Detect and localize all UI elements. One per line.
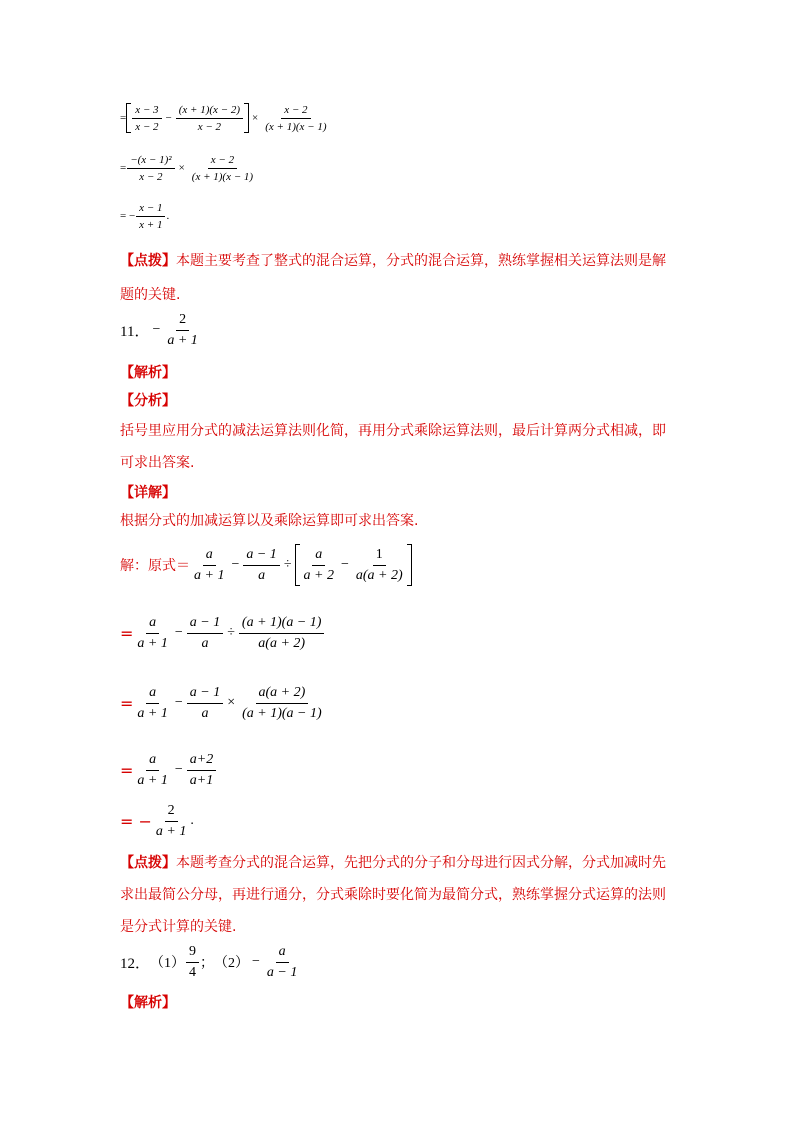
solution-step-2: = $\frac{a}{a + 1}$ − $\frac{a - 1}{a}$ ÷ $\frac{(a + 1)(a - 1)}{a(a + 2)}$ xyxy=(120,608,325,658)
equals-sign: = xyxy=(120,112,127,124)
math-step-c: = − $\frac{x - 1}{x + 1}$ . xyxy=(120,201,170,231)
fraction: $\frac{a}{a - 1}$ xyxy=(266,943,298,980)
fraction: $\frac{\text{−(x − 1)²}}{x - 2}$ xyxy=(127,154,174,183)
fraction: $\frac{a - 1}{a}$ xyxy=(187,615,223,652)
fenxi-line-1: 括号里应用分式的减法运算法则化简，再用分式乘除运算法则，最后计算两分式相减，即 xyxy=(120,423,666,439)
fraction: $\frac{x - 2}{(x + 1)(x - 1)}$ xyxy=(265,103,327,133)
dianbo-tag: 【点拨】 xyxy=(120,855,176,871)
equals-sign: = xyxy=(120,162,127,174)
fenxi-tag: 【分析】 xyxy=(120,393,176,409)
question-number: 12． xyxy=(120,955,151,972)
fenxi-line-2: 可求出答案. xyxy=(120,455,195,471)
fraction: $\frac{(a + 1)(a - 1)}{a(a + 2)}$ xyxy=(239,615,325,652)
dianbo-2-line-2: 求出最简公分母，再进行通分，分式乘除时要化简为最简分式，熟练掌握分式运算的法则 xyxy=(120,887,666,903)
fraction: $\frac{a - 1}{a}$ xyxy=(187,685,223,722)
solution-step-1: 解：原式＝ $\frac{a}{a + 1}$ − $\frac{a - 1}{a}$ ÷ $\frac{a}{a + 2}$ − $\frac{1}{a(a + 2)}$ xyxy=(120,540,412,590)
fraction: $\frac{a(a + 2)}{(a + 1)(a - 1)}$ xyxy=(242,684,322,721)
fraction: $\frac{x - 2}{(x + 1)(x - 1)}$ xyxy=(191,153,254,183)
dianbo-line-1: 【点拨】本题主要考查了整式的混合运算，分式的混合运算，熟练掌握相关运算法则是解 xyxy=(120,253,666,269)
fraction: $\frac{a}{a + 2}$ xyxy=(303,546,334,583)
xiangjie-text: 根据分式的加减运算以及乘除运算即可求出答案. xyxy=(120,513,419,529)
fraction: $\frac{a - 1}{a}$ xyxy=(243,547,279,584)
dianbo-2-line-1: 【点拨】本题考查分式的混合运算，先把分式的分子和分母进行因式分解，分式加减时先 xyxy=(120,855,666,871)
left-bracket xyxy=(126,103,131,133)
solution-prefix: 解：原式＝ xyxy=(120,558,190,574)
solution-step-5: = − $\frac{2}{a + 1}$ . xyxy=(120,802,194,839)
fraction: $\frac{1}{a(a + 2)}$ xyxy=(355,546,403,583)
fraction: $\frac{x - 1}{x + 1}$ xyxy=(136,202,165,231)
fraction: $\frac{a}{a + 1}$ xyxy=(194,546,225,583)
jiexi-tag-12: 【解析】 xyxy=(120,995,176,1011)
math-step-a: = $\frac{x - 3}{x - 2}$ − $\frac{(x + 1)(x - 2)}{x - 2}$ × $\frac{x - 2}{(x + 1)(x - 1)}$ xyxy=(120,100,331,136)
fraction: $\frac{9}{4}$ xyxy=(186,944,199,981)
fraction: $\frac{a+2}{a+1}$ xyxy=(187,752,216,789)
jiexi-tag-11: 【解析】 xyxy=(120,365,176,381)
dianbo-tag: 【点拨】 xyxy=(120,253,176,269)
answer-11: 11． − $\frac{2}{a + 1}$ xyxy=(120,310,202,350)
answer-12: 12． （1） $\frac{9}{4}$ ； （2） − $\frac{a}{a - 1}$ xyxy=(120,940,301,984)
dianbo-line-2: 题的关键. xyxy=(120,287,181,303)
fraction: $\frac{(x + 1)(x - 2)}{x - 2}$ xyxy=(176,104,243,133)
dianbo-2-line-3: 是分式计算的关键. xyxy=(120,919,237,935)
fraction: $\frac{a}{a + 1}$ xyxy=(137,684,168,721)
equals-sign: = − xyxy=(120,210,136,222)
question-number: 11． xyxy=(120,323,150,340)
fraction: $\frac{2}{a + 1}$ xyxy=(155,802,187,839)
right-bracket xyxy=(244,103,249,133)
fraction: $\frac{2}{a + 1}$ xyxy=(167,311,198,348)
right-bracket xyxy=(407,544,412,586)
fraction: $\frac{a}{a + 1}$ xyxy=(137,751,168,788)
solution-step-4: = $\frac{a}{a + 1}$ − $\frac{a+2}{a+1}$ xyxy=(120,748,217,792)
fraction: $\frac{a}{a + 1}$ xyxy=(137,614,168,651)
left-bracket xyxy=(295,544,300,586)
solution-step-3: = $\frac{a}{a + 1}$ − $\frac{a - 1}{a}$ × $\frac{a(a + 2)}{(a + 1)(a - 1)}$ xyxy=(120,678,326,728)
xiangjie-tag: 【详解】 xyxy=(120,485,176,501)
math-step-b: = $\frac{\text{−(x − 1)²}}{x - 2}$ × $\frac{x - 2}{(x + 1)(x - 1)}$ xyxy=(120,150,257,186)
fraction: $\frac{x - 3}{x - 2}$ xyxy=(132,104,161,133)
